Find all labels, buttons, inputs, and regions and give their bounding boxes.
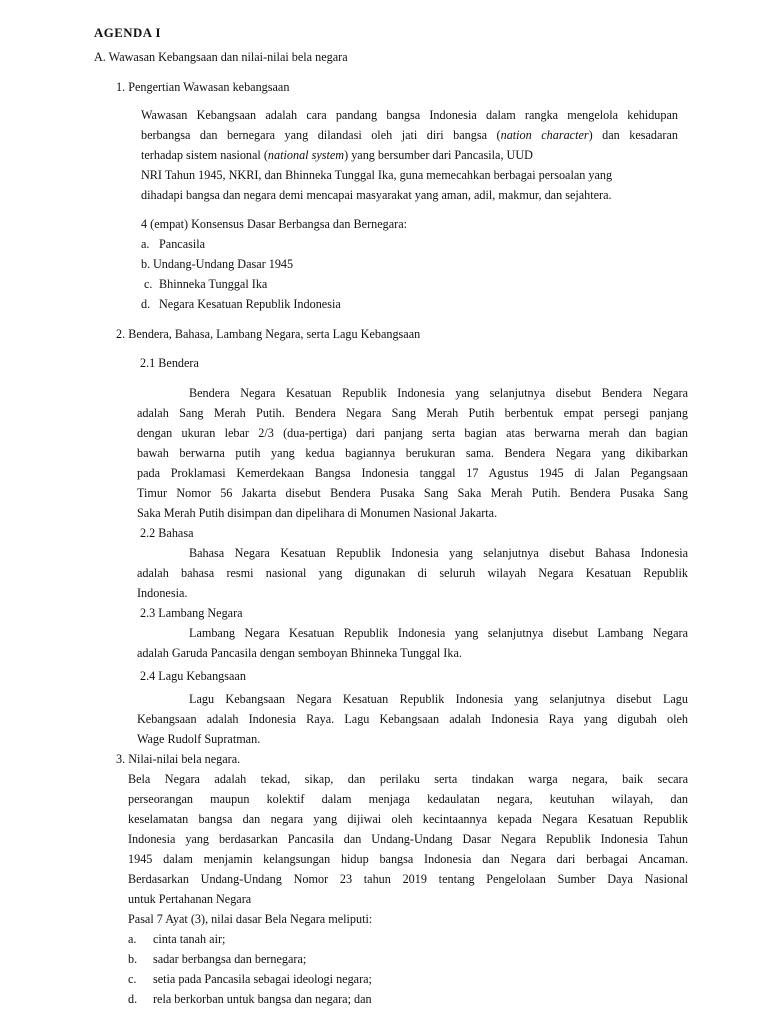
paragraph-line: NRI Tahun 1945, NKRI, dan Bhinneka Tunggal Ika, guna memecahkan berbagai persoalan yang xyxy=(141,168,613,182)
paragraph-line: bawah berwarna putih yang kedua bagiannya berukuran sama. Bendera Negara yang dikibarkan xyxy=(137,446,688,460)
pasal-intro: Pasal 7 Ayat (3), nilai dasar Bela Negara meliputi: xyxy=(128,912,373,926)
list-item: Negara Kesatuan Republik Indonesia xyxy=(159,297,341,311)
paragraph-line: adalah Sang Merah Putih. Bendera Negara Sang Merah Putih berbentuk empat persegi panjang xyxy=(137,406,688,420)
list-marker: b. xyxy=(141,257,151,271)
paragraph-line: 1945 dalam menjamin kelangsungan hidup bangsa Indonesia dan Negara dari berbagai Ancaman. xyxy=(128,852,688,866)
list-marker: d. xyxy=(141,297,151,311)
subsection-heading: 2.2 Bahasa xyxy=(140,526,194,540)
paragraph-line: dengan ukuran lebar 2/3 (dua-pertiga) dari panjang serta bagian atas berwarna merah dan bagian xyxy=(137,426,688,440)
paragraph-line: Kebangsaan adalah Indonesia Raya. Lagu Kebangsaan adalah Indonesia Raya yang digubah oleh xyxy=(137,712,688,726)
paragraph-line: untuk Pertahanan Negara xyxy=(128,892,252,906)
list-marker: b. xyxy=(128,952,138,966)
section-3-heading: 3. Nilai-nilai bela negara. xyxy=(116,752,241,766)
paragraph-line: keselamatan bangsa dan negara yang dijiwai oleh kecintaannya kepada Negara Kesatuan Republik xyxy=(128,812,688,826)
paragraph-line: adalah Garuda Pancasila dengan semboyan Bhinneka Tunggal Ika. xyxy=(137,646,462,660)
section-2-heading: 2. Bendera, Bahasa, Lambang Negara, serta Lagu Kebangsaan xyxy=(116,327,421,341)
list-item: Bhinneka Tunggal Ika xyxy=(159,277,268,291)
paragraph-line: Lagu Kebangsaan Negara Kesatuan Republik Indonesia yang selanjutnya disebut Lagu xyxy=(189,692,688,706)
paragraph-line: berbangsa dan bernegara yang dilandasi oleh jati diri bangsa (nation character) dan kesadaran xyxy=(141,128,678,142)
paragraph-line: Bendera Negara Kesatuan Republik Indonesia yang selanjutnya disebut Bendera Negara xyxy=(189,386,688,400)
paragraph-line: terhadap sistem nasional (national system) yang bersumber dari Pancasila, UUD xyxy=(141,148,533,162)
paragraph-line: adalah bahasa resmi nasional yang digunakan di seluruh wilayah Negara Kesatuan Republik xyxy=(137,566,688,580)
list-item: Pancasila xyxy=(159,237,206,251)
konsensus-intro: 4 (empat) Konsensus Dasar Berbangsa dan Bernegara: xyxy=(141,217,408,231)
list-marker: a. xyxy=(128,932,137,946)
list-item: rela berkorban untuk bangsa dan negara; dan xyxy=(153,992,372,1006)
section-a-heading: A. Wawasan Kebangsaan dan nilai-nilai bela negara xyxy=(94,50,348,64)
subsection-heading: 2.1 Bendera xyxy=(140,356,199,370)
list-item: Undang-Undang Dasar 1945 xyxy=(153,257,294,271)
doc-title: AGENDA I xyxy=(94,26,161,40)
list-marker: c. xyxy=(128,972,137,986)
paragraph-line: Wawasan Kebangsaan adalah cara pandang bangsa Indonesia dalam rangka mengelola kehidupan xyxy=(141,108,678,122)
list-marker: c. xyxy=(144,277,153,291)
paragraph-line: Indonesia yang berdasarkan Pancasila dan Undang-Undang Dasar Negara Republik Indonesia Tahun xyxy=(128,832,688,846)
paragraph-line: Bela Negara adalah tekad, sikap, dan perilaku serta tindakan warga negara, baik secara xyxy=(128,772,688,786)
paragraph-line: Saka Merah Putih disimpan dan dipelihara di Monumen Nasional Jakarta. xyxy=(137,506,498,520)
paragraph-line: perseorangan maupun kolektif dalam menjaga kedaulatan negara, keutuhan wilayah, dan xyxy=(128,792,688,806)
list-item: sadar berbangsa dan bernegara; xyxy=(153,952,307,966)
paragraph-line: Indonesia. xyxy=(137,586,188,600)
paragraph-line: Lambang Negara Kesatuan Republik Indonesia yang selanjutnya disebut Lambang Negara xyxy=(189,626,688,640)
subsection-heading: 2.4 Lagu Kebangsaan xyxy=(140,669,246,683)
section-1-heading: 1. Pengertian Wawasan kebangsaan xyxy=(116,80,290,94)
list-item: cinta tanah air; xyxy=(153,932,226,946)
list-marker: d. xyxy=(128,992,138,1006)
paragraph-line: pada Proklamasi Kemerdekaan Bangsa Indonesia tanggal 17 Agustus 1945 di Jalan Pegangsaan xyxy=(137,466,688,480)
paragraph-line: dihadapi bangsa dan negara demi mencapai masyarakat yang aman, adil, makmur, dan sejahtera. xyxy=(141,188,612,202)
paragraph-line: Timur Nomor 56 Jakarta disebut Bendera Pusaka Sang Saka Merah Putih. Bendera Pusaka Sang xyxy=(137,486,688,500)
paragraph-line: Bahasa Negara Kesatuan Republik Indonesia yang selanjutnya disebut Bahasa Indonesia xyxy=(189,546,688,560)
list-marker: a. xyxy=(141,237,150,251)
paragraph-line: Berdasarkan Undang-Undang Nomor 23 tahun 2019 tentang Pengelolaan Sumber Daya Nasional xyxy=(128,872,688,886)
paragraph-line: Wage Rudolf Supratman. xyxy=(137,732,261,746)
list-item: setia pada Pancasila sebagai ideologi negara; xyxy=(153,972,372,986)
subsection-heading: 2.3 Lambang Negara xyxy=(140,606,243,620)
